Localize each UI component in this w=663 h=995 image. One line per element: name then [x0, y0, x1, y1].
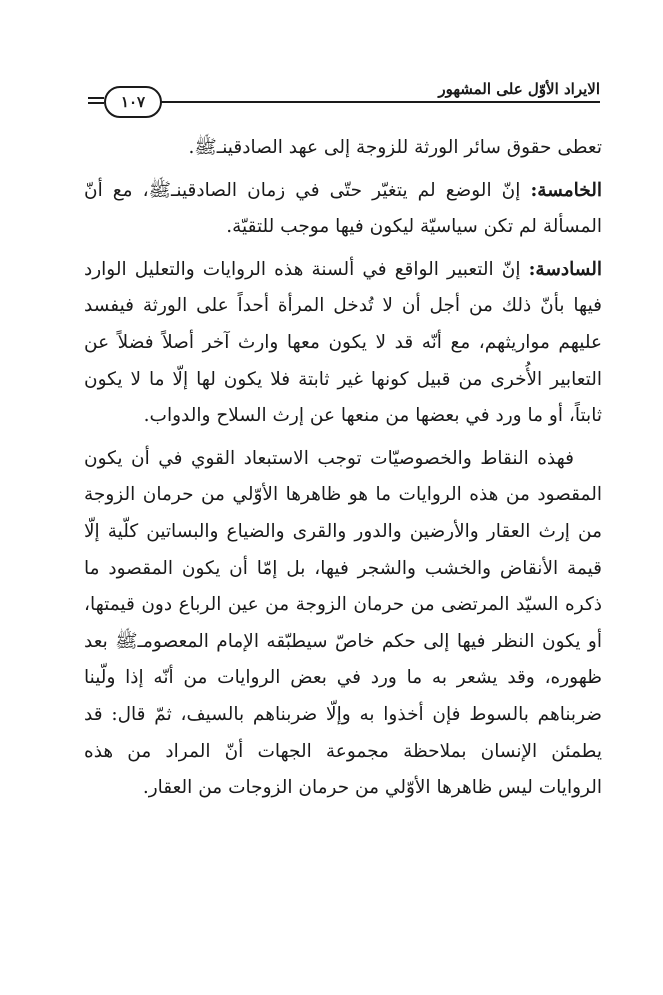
paragraph-text: إنّ الوضع لم يتغيّر حتّى في زمان الصادقينـﷺ، مع أنّ المسألة لم تكن سياسيّة ليكون فيها موجب للتقيّة. — [84, 179, 602, 238]
paragraph — [84, 252, 602, 435]
paragraph-label: السادسة: — [528, 258, 602, 280]
page-header — [88, 78, 600, 118]
paragraph — [84, 441, 602, 807]
paragraph — [84, 130, 602, 167]
header-rule — [158, 101, 600, 103]
paragraph-text: تعطى حقوق سائر الورثة للزوجة إلى عهد الصادقينـﷺ. — [188, 137, 602, 158]
running-title: الايراد الأوّل على المشهور — [438, 80, 600, 98]
page-number: ١٠٧ — [104, 86, 162, 118]
paragraph-text: إنّ التعبير الواقع في ألسنة هذه الروايات والتعليل الوارد فيها بأنّ ذلك من أجل أن لا تُدخل المرأة أحداً على الورثة فيفسد عليهم مواريثهم، مع أنّه قد لا يكون معها وارث آخر أصلاً فضلاً عن التعابير الأُخرى من قبيل كونها غير ثابتة فلا يكون لها إلّا ما لا يكون ثابتاً، أو ما ورد في بعضها من منعها عن إرث السلاح والدواب. — [84, 258, 602, 427]
paragraph-label: الخامسة: — [530, 179, 602, 201]
body-text — [84, 130, 602, 807]
page-number-ornament — [88, 97, 104, 104]
paragraph — [84, 173, 602, 246]
paragraph-text: فهذه النقاط والخصوصيّات توجب الاستبعاد القوي في أن يكون المقصود من هذه الروايات ما هو ظاهرها الأوّلي من حرمان الزوجة من إرث العقار والأرضين والدور والقرى والضياع والبساتين كلّية إلّا قيمة الأنقاض والخشب والشجر فيها، بل إمّا أن يكون المقصود ما ذكره السيّد المرتضى من حرمان الزوجة من عين الرباع دون قيمتها، أو يكون النظر فيها إلى حكم خاصّ سيطبّقه الإمام المعصومـﷺ بعد ظهوره، وقد يشعر به ما ورد في بعض الروايات من أنّه إذا ولّينا ضربناهم بالسوط فإن أخذوا به وإلّا ضربناهم بالسيف، ثمّ قال: قد يطمئن الإنسان بملاحظة مجموعة الجهات أنّ المراد من هذه الروايات ليس ظاهرها الأوّلي من حرمان الزوجات من العقار. — [84, 447, 602, 799]
